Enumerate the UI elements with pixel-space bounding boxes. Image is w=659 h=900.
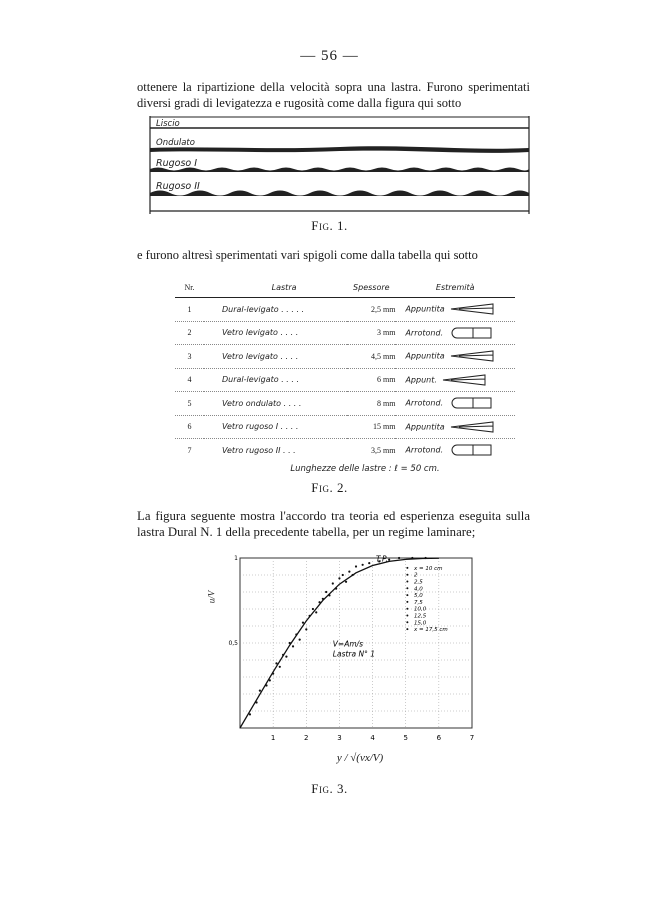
chart-annotation: T.P.: [375, 554, 388, 564]
figure-3-caption: Fig. 3.: [311, 781, 348, 796]
y-tick-label: 0,5: [228, 640, 238, 647]
cell-estremita: [395, 321, 515, 345]
data-point: [292, 645, 294, 647]
chart-annotation: Lastra N° 1: [332, 649, 376, 659]
cell-spessore: 3 mm: [347, 321, 395, 345]
pointed-edge-icon: [449, 420, 495, 434]
cell-estremita: [395, 415, 515, 439]
cell-spessore: 3,5 mm: [371, 445, 396, 455]
paragraph-3: La figura seguente mostra l'accordo tra teoria ed esperienza eseguita sulla lastra Dural N. 1 della precedente tabella, per un regime laminare;: [137, 509, 530, 539]
data-point: [362, 564, 364, 566]
y-axis-label: u/V: [206, 590, 217, 604]
data-point: [335, 588, 337, 590]
legend-entry: x = 17,5 cm: [414, 627, 448, 634]
data-point: [352, 574, 354, 576]
legend-marker: [406, 587, 408, 589]
estremita-label: Appuntita: [405, 422, 445, 432]
data-point: [342, 574, 344, 576]
data-point: [388, 559, 390, 561]
cell-nr: 3: [175, 345, 204, 369]
pointed-edge-icon: [441, 373, 487, 387]
data-point: [259, 690, 261, 692]
legend-entry: x = 10 cm: [414, 565, 443, 572]
cell-lastra: Dural-levigato . . . . .: [204, 298, 347, 322]
pointed-edge-icon: [449, 349, 495, 363]
cell-nr: 1: [175, 298, 204, 322]
header-nr: Nr.: [175, 277, 204, 298]
data-point: [425, 557, 427, 559]
legend-marker: [406, 567, 408, 569]
plates-table: [175, 277, 515, 462]
rounded-edge-icon: [447, 396, 493, 410]
data-point: [275, 662, 277, 664]
data-point: [265, 684, 267, 686]
legend-marker: [406, 594, 408, 596]
legend-marker: [406, 615, 408, 617]
data-point: [305, 628, 307, 630]
data-point: [398, 557, 400, 559]
legend-marker: [406, 621, 408, 623]
cell-spessore: 15 mm: [347, 415, 395, 439]
data-point: [368, 562, 370, 564]
x-tick-label: 3: [337, 734, 342, 742]
cell-spessore: 8 mm: [347, 392, 395, 416]
x-axis-label: y / √(νx/V): [336, 752, 384, 764]
legend-entry: 12,5: [414, 613, 427, 620]
velocity-profile-chart: [228, 550, 482, 750]
rounded-edge-icon: [447, 443, 493, 457]
cell-lastra: Vetro rugoso I . . . .: [204, 415, 347, 439]
data-point: [272, 673, 274, 675]
data-point: [325, 591, 327, 593]
data-point: [318, 601, 320, 603]
rugoso-1-line: [150, 168, 529, 173]
label-rugoso-2: Rugoso II: [156, 181, 200, 192]
estremita-label: Arrotond.: [405, 445, 444, 455]
page-number: — 56 —: [300, 48, 359, 64]
paragraph-1: ottenere la ripartizione della velocità sopra una lastra. Furono sperimentati diversi gradi di levigatezza e rugosità come dalla figura qui sotto: [137, 80, 530, 110]
cell-lastra: Vetro levigato . . . .: [204, 321, 347, 345]
estremita-label: Arrotond.: [405, 328, 444, 338]
header-estremita: Estremità: [395, 277, 515, 298]
surface-profiles: [150, 116, 530, 214]
ondulato-line: [150, 146, 529, 153]
x-tick-label: 7: [469, 734, 475, 742]
table-row: [175, 298, 515, 322]
figure-1-surfaces: [150, 116, 530, 214]
data-point: [295, 633, 297, 635]
legend-entry: 4,0: [414, 586, 423, 593]
paragraph-2: e furono altresì sperimentati vari spigoli come dalla tabella qui sotto: [137, 248, 478, 262]
legend-entry: 10,0: [414, 606, 427, 613]
table-row: [175, 345, 515, 369]
table-header-row: [175, 277, 515, 298]
rounded-edge-icon: [447, 326, 493, 340]
cell-estremita: [395, 392, 515, 416]
data-point: [279, 666, 281, 668]
data-point: [315, 611, 317, 613]
x-tick-label: 4: [370, 734, 375, 742]
cell-nr: 6: [175, 415, 204, 439]
cell-estremita: [395, 368, 515, 392]
legend-entry: 2,5: [414, 579, 423, 586]
estremita-label: Appuntita: [405, 304, 445, 314]
cell-spessore: 2,5 mm: [347, 298, 395, 322]
x-tick-label: 1: [270, 734, 276, 742]
cell-estremita: [395, 345, 515, 369]
legend-marker: [406, 628, 408, 630]
data-point: [299, 639, 301, 641]
plates-length-note: Lunghezze delle lastre : ℓ = 50 cm.: [290, 463, 440, 474]
x-tick-label: 5: [403, 734, 408, 742]
x-tick-label: 2: [304, 734, 309, 742]
legend-entry: 7,5: [414, 599, 423, 606]
cell-lastra: Vetro levigato . . . .: [204, 345, 347, 369]
cell-estremita: [395, 298, 515, 322]
legend-entry: 5,0: [414, 593, 423, 600]
legend-marker: [406, 574, 408, 576]
data-point: [411, 557, 413, 559]
data-point: [312, 608, 314, 610]
cell-estremita: [395, 439, 515, 462]
chart-annotation: V=Am/s: [332, 639, 364, 649]
data-point: [332, 582, 334, 584]
legend-marker: [406, 601, 408, 603]
table-row: [175, 392, 515, 416]
y-tick-label: 1: [234, 555, 238, 562]
data-point: [285, 656, 287, 658]
data-point: [328, 594, 330, 596]
data-point: [255, 701, 257, 703]
estremita-label: Appuntita: [405, 351, 445, 361]
legend-entry: 2: [414, 572, 418, 579]
label-rugoso-1: Rugoso I: [156, 158, 198, 169]
data-point: [322, 598, 324, 600]
label-liscio: Liscio: [156, 119, 180, 129]
data-point: [289, 642, 291, 644]
figure-2-caption: Fig. 2.: [311, 480, 348, 495]
cell-nr: 7: [187, 445, 192, 455]
table-row: [175, 368, 515, 392]
table-row: [175, 439, 515, 462]
x-tick-label: 6: [436, 734, 442, 742]
figure-1-caption: Fig. 1.: [311, 218, 348, 233]
estremita-label: Arrotond.: [405, 398, 444, 408]
data-point: [345, 581, 347, 583]
cell-spessore: 4,5 mm: [347, 345, 395, 369]
header-lastra: Lastra: [204, 277, 347, 298]
data-point: [249, 713, 251, 715]
data-point: [355, 565, 357, 567]
table-row: [175, 415, 515, 439]
legend-entry: 15,0: [414, 620, 427, 627]
cell-nr: 2: [175, 321, 204, 345]
data-point: [302, 622, 304, 624]
data-point: [282, 654, 284, 656]
cell-nr: 5: [175, 392, 204, 416]
legend-marker: [406, 608, 408, 610]
data-point: [269, 679, 271, 681]
legend-marker: [406, 581, 408, 583]
cell-lastra: Dural-levigato . . . .: [204, 368, 347, 392]
cell-nr: 4: [175, 368, 204, 392]
table-row: [175, 321, 515, 345]
cell-lastra: Vetro rugoso II . . .: [222, 445, 296, 455]
pointed-edge-icon: [449, 302, 495, 316]
rugoso-2-line: [150, 191, 529, 197]
header-spessore: Spessore: [347, 277, 395, 298]
figure-2-table: [175, 277, 515, 474]
data-point: [309, 615, 311, 617]
cell-spessore: 6 mm: [347, 368, 395, 392]
cell-lastra: Vetro ondulato . . . .: [204, 392, 347, 416]
data-point: [348, 571, 350, 573]
figure-3-chart: [228, 550, 482, 750]
data-point: [338, 577, 340, 579]
label-ondulato: Ondulato: [156, 138, 195, 148]
estremita-label: Appunt.: [405, 375, 437, 385]
